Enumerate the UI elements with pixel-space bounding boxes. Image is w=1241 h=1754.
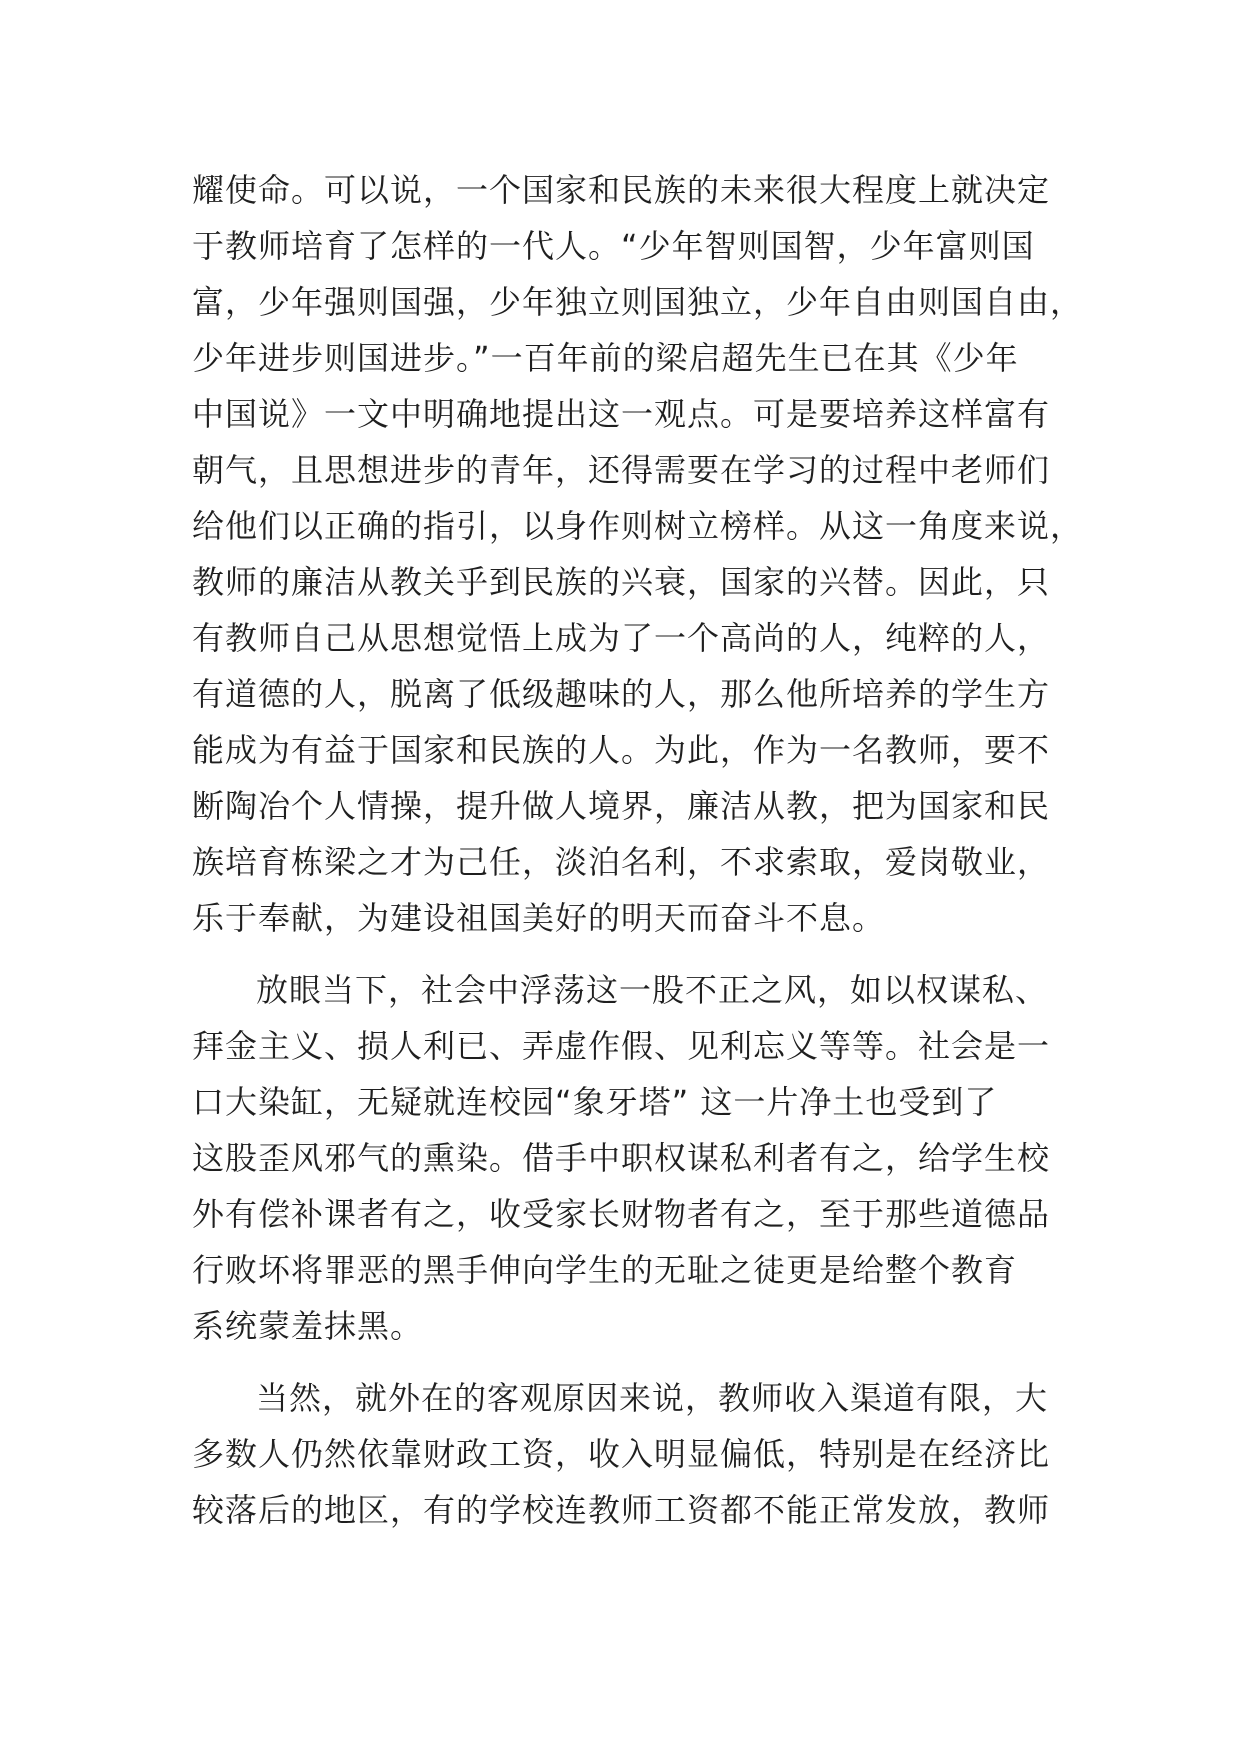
paragraph-spacing [192, 946, 1054, 962]
text-line: 给他们以正确的指引，以身作则树立榜样。从这一角度来说， [192, 507, 1084, 545]
paragraph-spacing [192, 1354, 1054, 1370]
text-line: 断陶冶个人情操，提升做人境界，廉洁从教，把为国家和民 [192, 787, 1051, 825]
text-line: 富，少年强则国强，少年独立则国独立，少年自由则国自由， [192, 283, 1084, 321]
text-line: 行败坏将罪恶的黑手伸向学生的无耻之徒更是给整个教育 [192, 1251, 1018, 1289]
text-line: 族培育栋梁之才为己任，淡泊名利，不求索取，爱岗敬业， [192, 843, 1051, 881]
text-line: 于教师培育了怎样的一代人。“少年智则国智，少年富则国 [192, 227, 1035, 265]
text-line: 少年进步则国进步。”一百年前的梁启超先生已在其《少年 [192, 339, 1019, 377]
text-line-indented: 当然，就外在的客观原因来说，教师收入渠道有限，大 [256, 1379, 1049, 1417]
text-line: 耀使命。可以说，一个国家和民族的未来很大程度上就决定 [192, 171, 1051, 209]
text-line: 中国说》一文中明确地提出这一观点。可是要培养这样富有 [192, 395, 1051, 433]
text-line: 这股歪风邪气的熏染。借手中职权谋私利者有之，给学生校 [192, 1139, 1051, 1177]
text-line: 系统蒙羞抹黑。 [192, 1307, 424, 1345]
text-line: 拜金主义、损人利已、弄虚作假、见利忘义等等。社会是一 [192, 1027, 1051, 1065]
text-line: 乐于奉献，为建设祖国美好的明天而奋斗不息。 [192, 899, 886, 937]
text-line: 有道德的人，脱离了低级趣味的人，那么他所培养的学生方 [192, 675, 1051, 713]
text-line: 有教师自己从思想觉悟上成为了一个高尚的人，纯粹的人， [192, 619, 1051, 657]
text-line: 教师的廉洁从教关乎到民族的兴衰，国家的兴替。因此，只 [192, 563, 1051, 601]
body-text [192, 162, 1084, 1538]
paragraph-2 [192, 962, 1054, 1354]
text-line: 多数人仍然依靠财政工资，收入明显偏低，特别是在经济比 [192, 1435, 1051, 1473]
text-line: 能成为有益于国家和民族的人。为此，作为一名教师，要不 [192, 731, 1051, 769]
text-line: 较落后的地区，有的学校连教师工资都不能正常发放，教师 [192, 1491, 1051, 1529]
text-line-indented: 放眼当下，社会中浮荡这一股不正之风，如以权谋私、 [256, 971, 1049, 1009]
paragraph-3 [192, 1370, 1054, 1538]
text-line: 朝气，且思想进步的青年，还得需要在学习的过程中老师们 [192, 451, 1051, 489]
text-line: 口大染缸，无疑就连校园“象牙塔” 这一片净土也受到了 [192, 1083, 998, 1121]
text-line: 外有偿补课者有之，收受家长财物者有之，至于那些道德品 [192, 1195, 1051, 1233]
paragraph-1 [192, 162, 1084, 946]
